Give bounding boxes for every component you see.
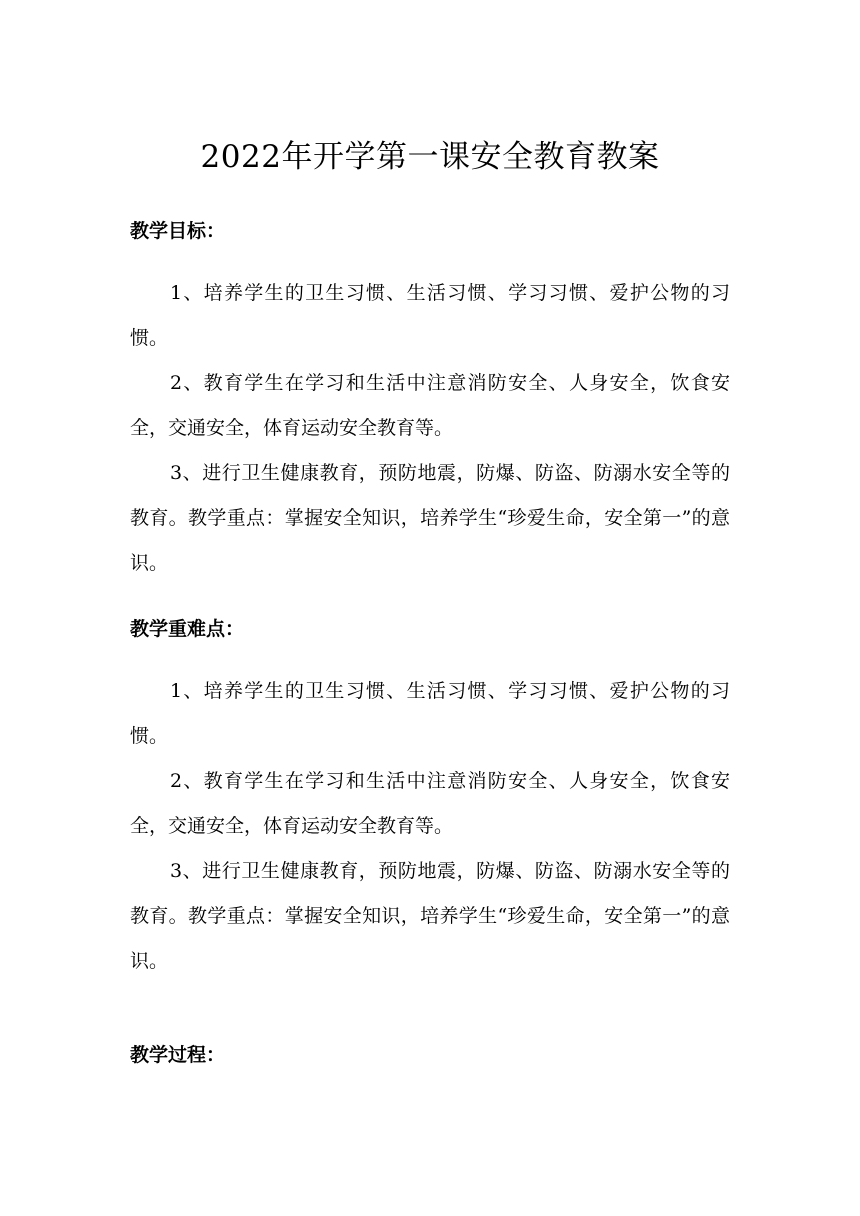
section-heading-objectives: 教学目标： (130, 220, 226, 242)
key-points-paragraph-3: 3、进行卫生健康教育，预防地震，防爆、防盗、防溺水安全等的教育。教学重点：掌握安全知识，培养学生“珍爱生命，安全第一”的意识。 (130, 860, 730, 972)
objectives-paragraph-1: 1、培养学生的卫生习惯、生活习惯、学习习惯、爱护公物的习惯。 (130, 282, 730, 349)
section-heading-key-points: 教学重难点： (130, 618, 245, 640)
key-points-paragraph-1: 1、培养学生的卫生习惯、生活习惯、学习习惯、爱护公物的习惯。 (130, 680, 730, 747)
section-heading-process: 教学过程： (130, 1044, 226, 1066)
key-points-paragraph-2: 2、教育学生在学习和生活中注意消防安全、人身安全，饮食安全，交通安全，体育运动安全教育等。 (130, 770, 730, 837)
objectives-paragraph-3: 3、进行卫生健康教育，预防地震，防爆、防盗、防溺水安全等的教育。教学重点：掌握安全知识，培养学生“珍爱生命，安全第一”的意识。 (130, 462, 730, 574)
document-title: 2022年开学第一课安全教育教案 (200, 139, 660, 175)
objectives-paragraph-2: 2、教育学生在学习和生活中注意消防安全、人身安全，饮食安全，交通安全，体育运动安全教育等。 (130, 372, 730, 439)
